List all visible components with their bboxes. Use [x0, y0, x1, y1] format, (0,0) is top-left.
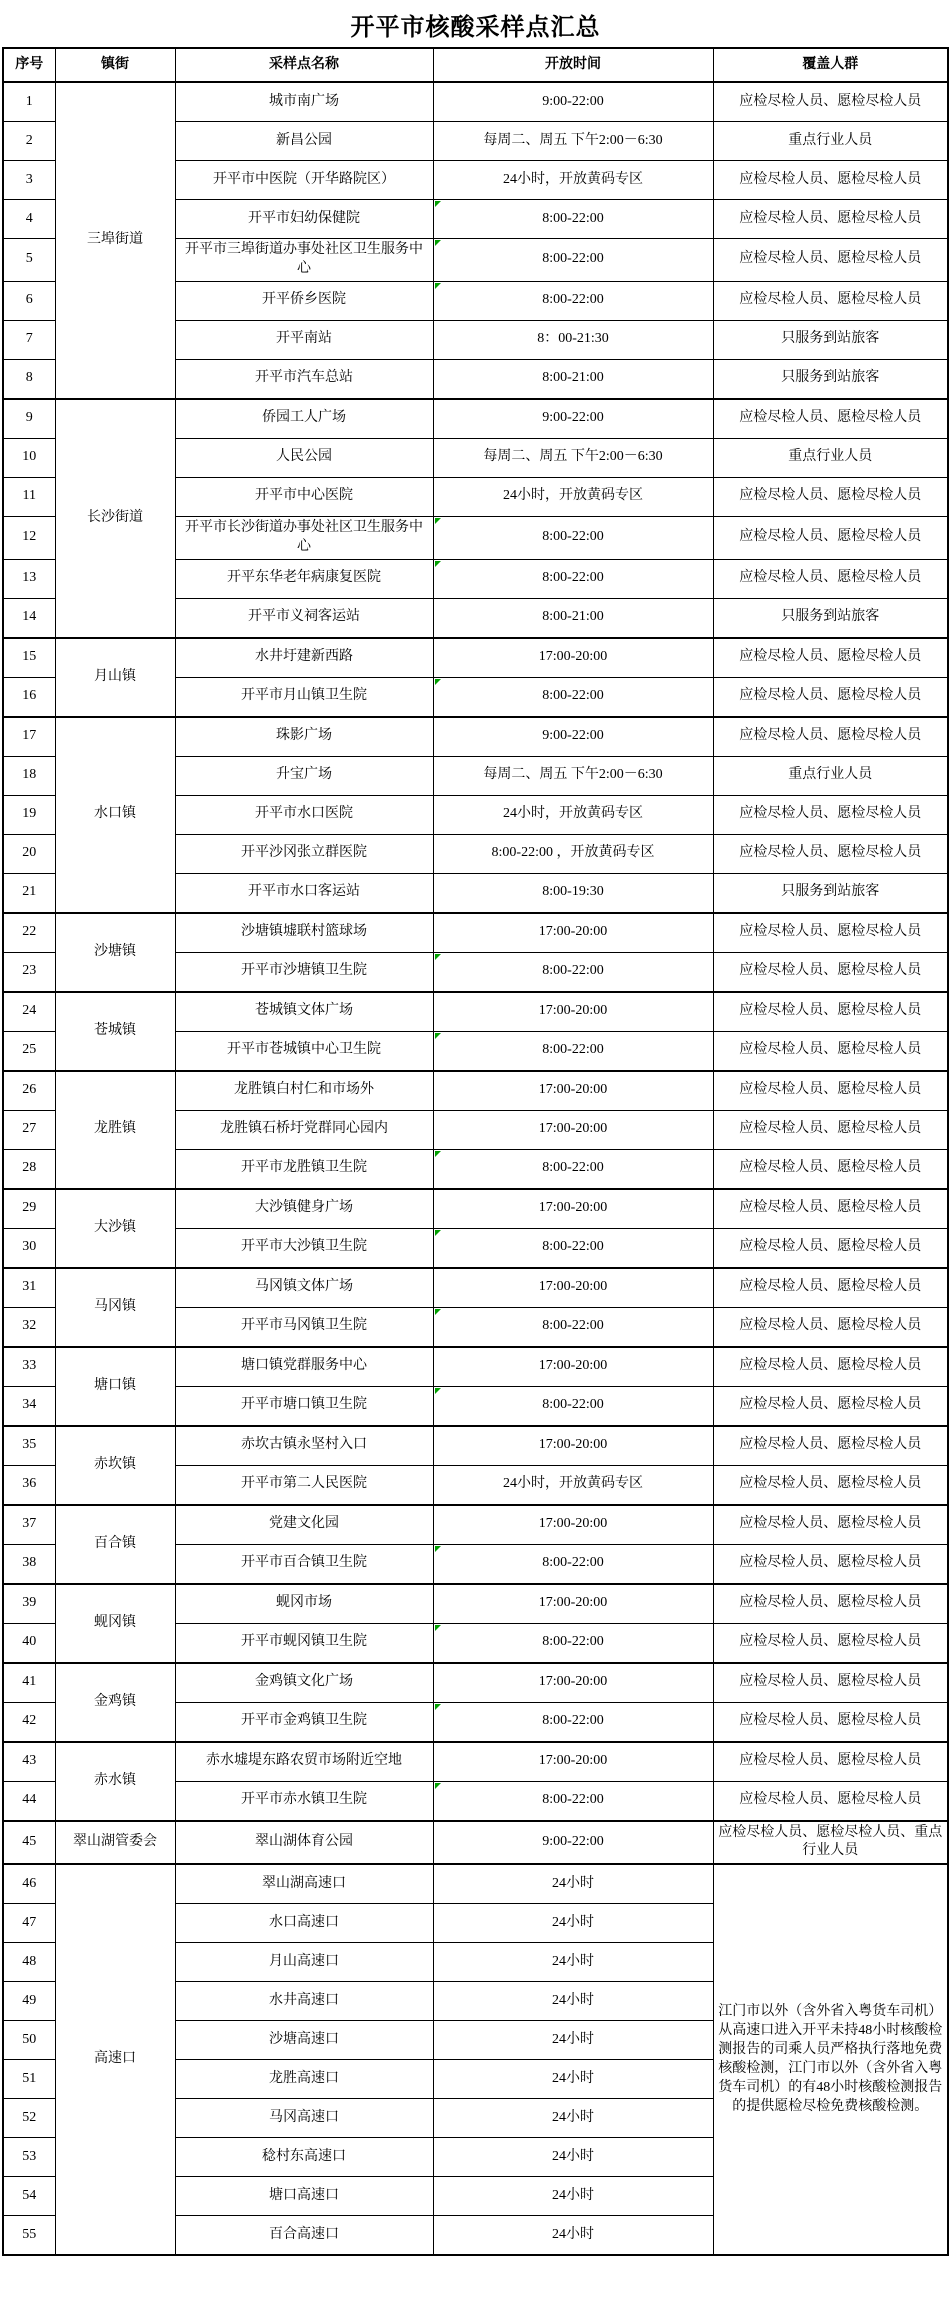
- open-time-cell: 17:00-20:00: [433, 913, 713, 953]
- site-name-cell: 开平市龙胜镇卫生院: [175, 1149, 433, 1189]
- row-number-cell: 11: [3, 477, 55, 516]
- excel-corner-mark-icon: [435, 954, 441, 960]
- open-time-cell: 24小时: [433, 2216, 713, 2256]
- coverage-cell: 应检尽检人员、愿检尽检人员: [713, 1228, 948, 1268]
- coverage-cell: 应检尽检人员、愿检尽检人员: [713, 1307, 948, 1347]
- table-row: [3, 1505, 948, 1545]
- town-cell: 月山镇: [55, 638, 175, 717]
- open-time-cell: 17:00-20:00: [433, 1505, 713, 1545]
- excel-corner-mark-icon: [435, 1783, 441, 1789]
- open-time-cell: 17:00-20:00: [433, 1268, 713, 1308]
- row-number-cell: 47: [3, 1904, 55, 1943]
- town-cell: 长沙街道: [55, 399, 175, 638]
- excel-corner-mark-icon: [435, 1151, 441, 1157]
- site-name-cell: 百合高速口: [175, 2216, 433, 2256]
- town-cell: 赤水镇: [55, 1742, 175, 1821]
- coverage-cell: 应检尽检人员、愿检尽检人员: [713, 516, 948, 559]
- site-name-cell: 沙塘镇墟联村篮球场: [175, 913, 433, 953]
- column-header: 序号: [3, 48, 55, 82]
- coverage-cell: 应检尽检人员、愿检尽检人员: [713, 1071, 948, 1111]
- coverage-cell: 只服务到站旅客: [713, 873, 948, 913]
- row-number-cell: 37: [3, 1505, 55, 1545]
- open-time-cell: 8:00-22:00: [433, 1031, 713, 1071]
- open-time-cell: 9:00-22:00: [433, 717, 713, 757]
- excel-corner-mark-icon: [435, 679, 441, 685]
- row-number-cell: 38: [3, 1544, 55, 1584]
- coverage-cell: 应检尽检人员、愿检尽检人员: [713, 559, 948, 598]
- open-time-cell: 24小时，开放黄码专区: [433, 161, 713, 200]
- sampling-points-table: [2, 47, 949, 2256]
- row-number-cell: 54: [3, 2177, 55, 2216]
- coverage-cell: 只服务到站旅客: [713, 598, 948, 638]
- coverage-cell: 应检尽检人员、愿检尽检人员: [713, 913, 948, 953]
- open-time-cell: 24小时，开放黄码专区: [433, 1465, 713, 1505]
- town-cell: 沙塘镇: [55, 913, 175, 992]
- table-row: [3, 1742, 948, 1782]
- table-header: [3, 48, 948, 82]
- open-time-cell: 8:00-21:00: [433, 359, 713, 399]
- site-name-cell: 开平市妇幼保健院: [175, 200, 433, 239]
- coverage-cell: 应检尽检人员、愿检尽检人员: [713, 1702, 948, 1742]
- row-number-cell: 50: [3, 2021, 55, 2060]
- coverage-cell: 应检尽检人员、愿检尽检人员: [713, 1110, 948, 1149]
- site-name-cell: 开平市马冈镇卫生院: [175, 1307, 433, 1347]
- table-row: [3, 82, 948, 122]
- site-name-cell: 翠山湖高速口: [175, 1864, 433, 1904]
- table-row: [3, 717, 948, 757]
- open-time-cell: 8:00-22:00: [433, 1149, 713, 1189]
- table-row: [3, 399, 948, 439]
- site-name-cell: 开平市义祠客运站: [175, 598, 433, 638]
- open-time-cell: 8:00-22:00: [433, 200, 713, 239]
- open-time-cell: 每周二、周五 下午2:00－6:30: [433, 438, 713, 477]
- excel-corner-mark-icon: [435, 1033, 441, 1039]
- row-number-cell: 33: [3, 1347, 55, 1387]
- excel-corner-mark-icon: [435, 1309, 441, 1315]
- row-number-cell: 10: [3, 438, 55, 477]
- open-time-cell: 24小时: [433, 1982, 713, 2021]
- row-number-cell: 5: [3, 239, 55, 282]
- site-name-cell: 马冈镇文体广场: [175, 1268, 433, 1308]
- row-number-cell: 17: [3, 717, 55, 757]
- site-name-cell: 珠影广场: [175, 717, 433, 757]
- coverage-cell: 应检尽检人员、愿检尽检人员: [713, 1426, 948, 1466]
- coverage-cell: 应检尽检人员、愿检尽检人员: [713, 281, 948, 320]
- coverage-cell: 应检尽检人员、愿检尽检人员: [713, 1742, 948, 1782]
- site-name-cell: 金鸡镇文化广场: [175, 1663, 433, 1703]
- row-number-cell: 3: [3, 161, 55, 200]
- row-number-cell: 25: [3, 1031, 55, 1071]
- coverage-cell: 重点行业人员: [713, 122, 948, 161]
- site-name-cell: 开平市汽车总站: [175, 359, 433, 399]
- open-time-cell: 17:00-20:00: [433, 1071, 713, 1111]
- row-number-cell: 39: [3, 1584, 55, 1624]
- site-name-cell: 蚬冈市场: [175, 1584, 433, 1624]
- column-header: 镇街: [55, 48, 175, 82]
- open-time-cell: 9:00-22:00: [433, 399, 713, 439]
- row-number-cell: 32: [3, 1307, 55, 1347]
- site-name-cell: 开平市沙塘镇卫生院: [175, 952, 433, 992]
- row-number-cell: 26: [3, 1071, 55, 1111]
- open-time-cell: 24小时，开放黄码专区: [433, 795, 713, 834]
- site-name-cell: 龙胜高速口: [175, 2060, 433, 2099]
- coverage-cell: 应检尽检人员、愿检尽检人员: [713, 795, 948, 834]
- coverage-cell: 应检尽检人员、愿检尽检人员: [713, 239, 948, 282]
- open-time-cell: 24小时: [433, 2021, 713, 2060]
- table-row: [3, 1821, 948, 1865]
- coverage-cell: 应检尽检人员、愿检尽检人员: [713, 992, 948, 1032]
- site-name-cell: 开平南站: [175, 320, 433, 359]
- table-row: [3, 992, 948, 1032]
- table-body: [3, 82, 948, 2255]
- site-name-cell: 开平市大沙镇卫生院: [175, 1228, 433, 1268]
- row-number-cell: 46: [3, 1864, 55, 1904]
- row-number-cell: 9: [3, 399, 55, 439]
- coverage-note-cell: 江门市以外（含外省入粤货车司机）从高速口进入开平未持48小时核酸检测报告的司乘人员严格执行落地免费核酸检测，江门市以外（含外省入粤货车司机）的有48小时核酸检测报告的提供愿检尽检免费核酸检测。: [713, 1864, 948, 2255]
- row-number-cell: 41: [3, 1663, 55, 1703]
- excel-corner-mark-icon: [435, 1230, 441, 1236]
- open-time-cell: 17:00-20:00: [433, 992, 713, 1032]
- row-number-cell: 2: [3, 122, 55, 161]
- site-name-cell: 开平市水口客运站: [175, 873, 433, 913]
- coverage-cell: 应检尽检人员、愿检尽检人员: [713, 677, 948, 717]
- coverage-cell: 应检尽检人员、愿检尽检人员: [713, 1465, 948, 1505]
- site-name-cell: 开平侨乡医院: [175, 281, 433, 320]
- row-number-cell: 20: [3, 834, 55, 873]
- site-name-cell: 龙胜镇白村仁和市场外: [175, 1071, 433, 1111]
- coverage-cell: 应检尽检人员、愿检尽检人员: [713, 1347, 948, 1387]
- coverage-cell: 应检尽检人员、愿检尽检人员: [713, 82, 948, 122]
- town-cell: 三埠街道: [55, 82, 175, 399]
- row-number-cell: 35: [3, 1426, 55, 1466]
- site-name-cell: 侨园工人广场: [175, 399, 433, 439]
- open-time-cell: 每周二、周五 下午2:00－6:30: [433, 122, 713, 161]
- row-number-cell: 30: [3, 1228, 55, 1268]
- open-time-cell: 24小时: [433, 1943, 713, 1982]
- coverage-cell: 只服务到站旅客: [713, 320, 948, 359]
- table-row: [3, 638, 948, 678]
- town-cell: 百合镇: [55, 1505, 175, 1584]
- town-cell: 塘口镇: [55, 1347, 175, 1426]
- site-name-cell: 开平市月山镇卫生院: [175, 677, 433, 717]
- site-name-cell: 开平市蚬冈镇卫生院: [175, 1623, 433, 1663]
- site-name-cell: 沙塘高速口: [175, 2021, 433, 2060]
- row-number-cell: 6: [3, 281, 55, 320]
- coverage-cell: 应检尽检人员、愿检尽检人员、重点行业人员: [713, 1821, 948, 1865]
- site-name-cell: 苍城镇文体广场: [175, 992, 433, 1032]
- open-time-cell: 8:00-22:00: [433, 516, 713, 559]
- open-time-cell: 24小时: [433, 2138, 713, 2177]
- coverage-cell: 应检尽检人员、愿检尽检人员: [713, 1386, 948, 1426]
- open-time-cell: 17:00-20:00: [433, 1584, 713, 1624]
- row-number-cell: 42: [3, 1702, 55, 1742]
- open-time-cell: 8:00-22:00: [433, 1702, 713, 1742]
- site-name-cell: 马冈高速口: [175, 2099, 433, 2138]
- column-header: 覆盖人群: [713, 48, 948, 82]
- open-time-cell: 24小时: [433, 2177, 713, 2216]
- site-name-cell: 党建文化园: [175, 1505, 433, 1545]
- row-number-cell: 4: [3, 200, 55, 239]
- row-number-cell: 24: [3, 992, 55, 1032]
- excel-corner-mark-icon: [435, 561, 441, 567]
- row-number-cell: 29: [3, 1189, 55, 1229]
- row-number-cell: 23: [3, 952, 55, 992]
- site-name-cell: 开平东华老年病康复医院: [175, 559, 433, 598]
- excel-corner-mark-icon: [435, 1625, 441, 1631]
- town-cell: 苍城镇: [55, 992, 175, 1071]
- site-name-cell: 新昌公园: [175, 122, 433, 161]
- excel-corner-mark-icon: [435, 201, 441, 207]
- coverage-cell: 应检尽检人员、愿检尽检人员: [713, 1268, 948, 1308]
- row-number-cell: 16: [3, 677, 55, 717]
- site-name-cell: 开平市苍城镇中心卫生院: [175, 1031, 433, 1071]
- row-number-cell: 52: [3, 2099, 55, 2138]
- table-row: [3, 1189, 948, 1229]
- column-header: 开放时间: [433, 48, 713, 82]
- site-name-cell: 开平市金鸡镇卫生院: [175, 1702, 433, 1742]
- site-name-cell: 月山高速口: [175, 1943, 433, 1982]
- excel-corner-mark-icon: [435, 1704, 441, 1710]
- site-name-cell: 开平市百合镇卫生院: [175, 1544, 433, 1584]
- coverage-cell: 应检尽检人员、愿检尽检人员: [713, 1149, 948, 1189]
- coverage-cell: 应检尽检人员、愿检尽检人员: [713, 200, 948, 239]
- open-time-cell: 8:00-22:00: [433, 1781, 713, 1821]
- site-name-cell: 水井圩建新西路: [175, 638, 433, 678]
- open-time-cell: 9:00-22:00: [433, 82, 713, 122]
- open-time-cell: 17:00-20:00: [433, 1663, 713, 1703]
- open-time-cell: 8:00-22:00: [433, 559, 713, 598]
- page-title: 开平市核酸采样点汇总: [350, 15, 601, 41]
- coverage-cell: 应检尽检人员、愿检尽检人员: [713, 399, 948, 439]
- row-number-cell: 21: [3, 873, 55, 913]
- excel-corner-mark-icon: [435, 1546, 441, 1552]
- row-number-cell: 28: [3, 1149, 55, 1189]
- table-row: [3, 1426, 948, 1466]
- open-time-cell: 8:00-22:00: [433, 677, 713, 717]
- open-time-cell: 17:00-20:00: [433, 638, 713, 678]
- open-time-cell: 8:00-22:00: [433, 1307, 713, 1347]
- open-time-cell: 17:00-20:00: [433, 1347, 713, 1387]
- table-row: [3, 1071, 948, 1111]
- site-name-cell: 开平市中医院（开华路院区）: [175, 161, 433, 200]
- open-time-cell: 每周二、周五 下午2:00－6:30: [433, 756, 713, 795]
- row-number-cell: 18: [3, 756, 55, 795]
- open-time-cell: 8:00-22:00: [433, 239, 713, 282]
- town-cell: 马冈镇: [55, 1268, 175, 1347]
- open-time-cell: 24小时: [433, 2060, 713, 2099]
- town-cell: 金鸡镇: [55, 1663, 175, 1742]
- open-time-cell: 8:00-22:00: [433, 1228, 713, 1268]
- coverage-cell: 应检尽检人员、愿检尽检人员: [713, 161, 948, 200]
- open-time-cell: 8：00-21:30: [433, 320, 713, 359]
- open-time-cell: 24小时，开放黄码专区: [433, 477, 713, 516]
- row-number-cell: 19: [3, 795, 55, 834]
- site-name-cell: 翠山湖体育公园: [175, 1821, 433, 1865]
- coverage-cell: 应检尽检人员、愿检尽检人员: [713, 1781, 948, 1821]
- town-cell: 高速口: [55, 1864, 175, 2255]
- row-number-cell: 48: [3, 1943, 55, 1982]
- site-name-cell: 开平市赤水镇卫生院: [175, 1781, 433, 1821]
- row-number-cell: 13: [3, 559, 55, 598]
- open-time-cell: 17:00-20:00: [433, 1742, 713, 1782]
- site-name-cell: 人民公园: [175, 438, 433, 477]
- site-name-cell: 稔村东高速口: [175, 2138, 433, 2177]
- row-number-cell: 31: [3, 1268, 55, 1308]
- column-header: 采样点名称: [175, 48, 433, 82]
- row-number-cell: 43: [3, 1742, 55, 1782]
- site-name-cell: 塘口镇党群服务中心: [175, 1347, 433, 1387]
- table-row: [3, 1864, 948, 1904]
- coverage-cell: 应检尽检人员、愿检尽检人员: [713, 477, 948, 516]
- row-number-cell: 40: [3, 1623, 55, 1663]
- table-row: [3, 1347, 948, 1387]
- town-cell: 蚬冈镇: [55, 1584, 175, 1663]
- town-cell: 翠山湖管委会: [55, 1821, 175, 1865]
- site-name-cell: 开平市第二人民医院: [175, 1465, 433, 1505]
- site-name-cell: 升宝广场: [175, 756, 433, 795]
- coverage-cell: 应检尽检人员、愿检尽检人员: [713, 952, 948, 992]
- site-name-cell: 大沙镇健身广场: [175, 1189, 433, 1229]
- open-time-cell: 8:00-22:00: [433, 281, 713, 320]
- site-name-cell: 龙胜镇石桥圩党群同心园内: [175, 1110, 433, 1149]
- town-cell: 龙胜镇: [55, 1071, 175, 1189]
- row-number-cell: 44: [3, 1781, 55, 1821]
- excel-corner-mark-icon: [435, 283, 441, 289]
- row-number-cell: 55: [3, 2216, 55, 2256]
- coverage-cell: 应检尽检人员、愿检尽检人员: [713, 717, 948, 757]
- coverage-cell: 应检尽检人员、愿检尽检人员: [713, 1505, 948, 1545]
- coverage-cell: 应检尽检人员、愿检尽检人员: [713, 638, 948, 678]
- coverage-cell: 应检尽检人员、愿检尽检人员: [713, 1584, 948, 1624]
- row-number-cell: 7: [3, 320, 55, 359]
- open-time-cell: 8:00-22:00: [433, 1386, 713, 1426]
- open-time-cell: 17:00-20:00: [433, 1426, 713, 1466]
- coverage-cell: 应检尽检人员、愿检尽检人员: [713, 1623, 948, 1663]
- site-name-cell: 塘口高速口: [175, 2177, 433, 2216]
- town-cell: 赤坎镇: [55, 1426, 175, 1505]
- coverage-cell: 应检尽检人员、愿检尽检人员: [713, 1031, 948, 1071]
- open-time-cell: 24小时: [433, 1904, 713, 1943]
- site-name-cell: 开平市塘口镇卫生院: [175, 1386, 433, 1426]
- site-name-cell: 开平市中心医院: [175, 477, 433, 516]
- row-number-cell: 12: [3, 516, 55, 559]
- coverage-cell: 应检尽检人员、愿检尽检人员: [713, 1663, 948, 1703]
- row-number-cell: 27: [3, 1110, 55, 1149]
- table-row: [3, 1268, 948, 1308]
- coverage-cell: 重点行业人员: [713, 438, 948, 477]
- site-name-cell: 水口高速口: [175, 1904, 433, 1943]
- open-time-cell: 8:00-22:00 ，开放黄码专区: [433, 834, 713, 873]
- open-time-cell: 24小时: [433, 1864, 713, 1904]
- site-name-cell: 城市南广场: [175, 82, 433, 122]
- row-number-cell: 36: [3, 1465, 55, 1505]
- table-row: [3, 913, 948, 953]
- row-number-cell: 34: [3, 1386, 55, 1426]
- open-time-cell: 9:00-22:00: [433, 1821, 713, 1865]
- header-row: [3, 48, 948, 82]
- excel-corner-mark-icon: [435, 240, 441, 246]
- site-name-cell: 开平市三埠街道办事处社区卫生服务中心: [175, 239, 433, 282]
- coverage-cell: 只服务到站旅客: [713, 359, 948, 399]
- open-time-cell: 17:00-20:00: [433, 1189, 713, 1229]
- site-name-cell: 赤坎古镇永坚村入口: [175, 1426, 433, 1466]
- excel-corner-mark-icon: [435, 518, 441, 524]
- open-time-cell: 8:00-22:00: [433, 1544, 713, 1584]
- coverage-cell: 应检尽检人员、愿检尽检人员: [713, 1189, 948, 1229]
- open-time-cell: 17:00-20:00: [433, 1110, 713, 1149]
- row-number-cell: 14: [3, 598, 55, 638]
- open-time-cell: 8:00-22:00: [433, 1623, 713, 1663]
- site-name-cell: 赤水墟堤东路农贸市场附近空地: [175, 1742, 433, 1782]
- row-number-cell: 15: [3, 638, 55, 678]
- site-name-cell: 开平市水口医院: [175, 795, 433, 834]
- open-time-cell: 8:00-22:00: [433, 952, 713, 992]
- row-number-cell: 8: [3, 359, 55, 399]
- town-cell: 水口镇: [55, 717, 175, 913]
- site-name-cell: 开平沙冈张立群医院: [175, 834, 433, 873]
- row-number-cell: 51: [3, 2060, 55, 2099]
- site-name-cell: 开平市长沙街道办事处社区卫生服务中心: [175, 516, 433, 559]
- table-row: [3, 1584, 948, 1624]
- coverage-cell: 应检尽检人员、愿检尽检人员: [713, 1544, 948, 1584]
- excel-corner-mark-icon: [435, 1388, 441, 1394]
- row-number-cell: 45: [3, 1821, 55, 1865]
- row-number-cell: 22: [3, 913, 55, 953]
- row-number-cell: 1: [3, 82, 55, 122]
- open-time-cell: 8:00-19:30: [433, 873, 713, 913]
- row-number-cell: 53: [3, 2138, 55, 2177]
- row-number-cell: 49: [3, 1982, 55, 2021]
- town-cell: 大沙镇: [55, 1189, 175, 1268]
- coverage-cell: 重点行业人员: [713, 756, 948, 795]
- open-time-cell: 24小时: [433, 2099, 713, 2138]
- table-row: [3, 1663, 948, 1703]
- site-name-cell: 水井高速口: [175, 1982, 433, 2021]
- coverage-cell: 应检尽检人员、愿检尽检人员: [713, 834, 948, 873]
- open-time-cell: 8:00-21:00: [433, 598, 713, 638]
